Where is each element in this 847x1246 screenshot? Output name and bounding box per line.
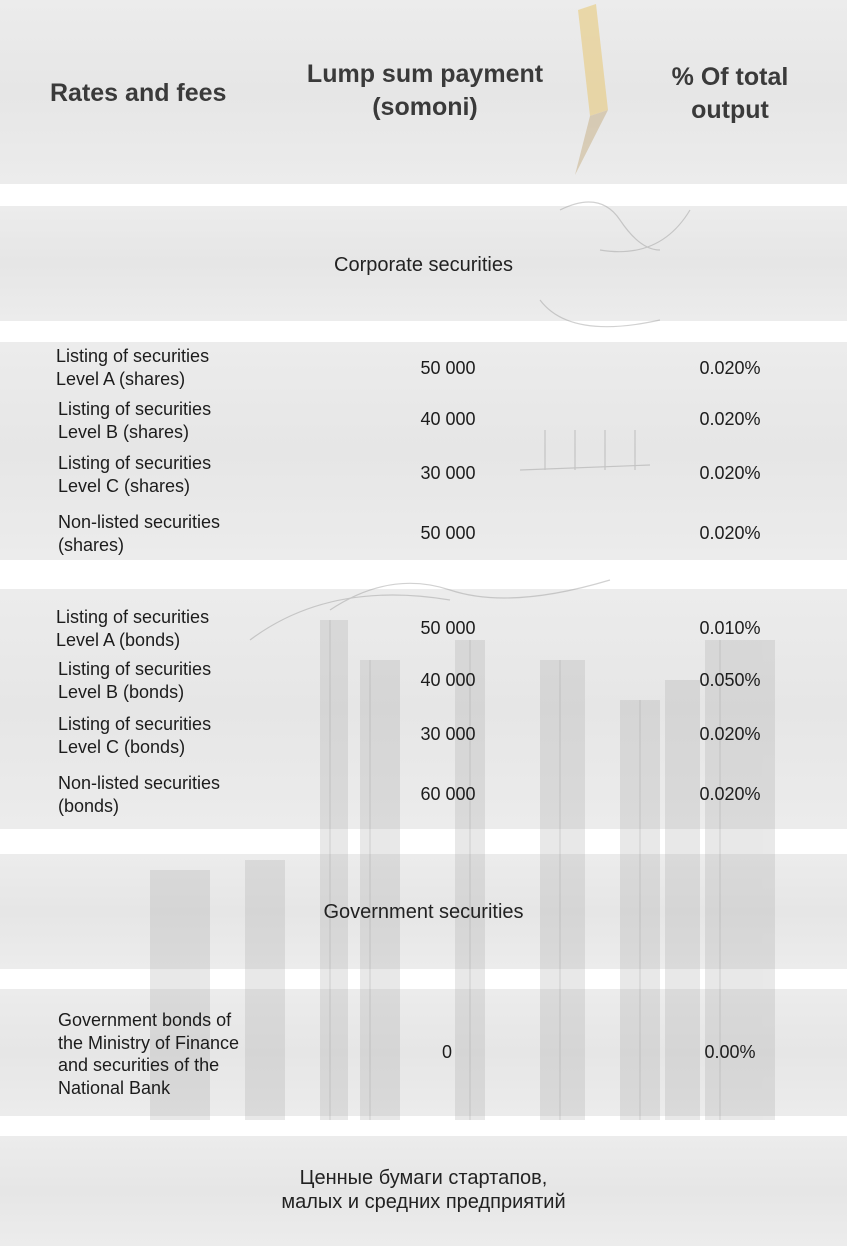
table-row-name	[56, 606, 209, 652]
section-title-startups-line2: малых и средних предприятий	[281, 1191, 566, 1213]
table-row-name	[58, 1009, 239, 1099]
row-name-line2: Level B (shares)	[58, 422, 190, 442]
row-name-line1: Listing of securities	[56, 607, 210, 627]
row-name-line1: Listing of securities	[58, 659, 212, 679]
table-row-name	[58, 658, 211, 704]
row-name-line2: the Ministry of Finance	[58, 1032, 240, 1053]
column-header-percent-output	[640, 61, 820, 127]
column-header-lump-sum-line1: Lump sum payment	[306, 60, 544, 88]
column-header-rates-and-fees: Rates and fees	[50, 79, 227, 107]
section-title-startups	[0, 1166, 847, 1214]
row-name-line2: Level C (bonds)	[58, 737, 186, 757]
section-title-startups-line1: Ценные бумаги стартапов,	[299, 1167, 548, 1189]
column-header-percent-line2: output	[691, 96, 769, 124]
table-cell-percent: 0.010%	[699, 618, 761, 638]
table-cell-percent: 0.020%	[699, 463, 761, 483]
table-cell-payment: 30 000	[420, 463, 476, 483]
row-name-line1: Non-listed securities	[58, 773, 221, 793]
row-name-line1: Government bonds of	[58, 1010, 232, 1030]
section-title-corporate: Corporate securities	[334, 254, 513, 276]
row-name-line2: Level C (shares)	[58, 476, 191, 496]
table-cell-percent: 0.020%	[699, 409, 761, 429]
table-cell-payment: 30 000	[420, 724, 476, 744]
table-cell-percent: 0.00%	[704, 1042, 756, 1062]
row-name-line1: Listing of securities	[58, 714, 212, 734]
table-row-name	[56, 345, 209, 391]
row-name-line1: Listing of securities	[58, 399, 212, 419]
table-cell-percent: 0.050%	[699, 670, 761, 690]
table-cell-percent: 0.020%	[699, 523, 761, 543]
table-cell-payment: 50 000	[420, 618, 476, 638]
row-name-line2: (bonds)	[58, 796, 120, 816]
table-cell-payment: 60 000	[420, 784, 476, 804]
table-cell-payment: 40 000	[420, 409, 476, 429]
column-header-lump-sum-payment	[280, 58, 570, 124]
table-cell-payment: 50 000	[420, 358, 476, 378]
table-cell-percent: 0.020%	[699, 784, 761, 804]
row-name-line2: (shares)	[58, 535, 125, 555]
table-cell-payment: 0	[441, 1042, 452, 1062]
row-name-line4: National Bank	[58, 1077, 171, 1098]
table-cell-percent: 0.020%	[699, 358, 761, 378]
table-row-name	[58, 398, 211, 444]
row-name-line2: Level A (shares)	[56, 369, 186, 389]
column-header-lump-sum-line2: (somoni)	[372, 93, 478, 121]
table-row-name	[58, 511, 220, 557]
table-row-name	[58, 713, 211, 759]
section-title-government: Government securities	[323, 901, 524, 923]
row-name-line1: Non-listed securities	[58, 512, 221, 532]
row-name-line1: Listing of securities	[58, 453, 212, 473]
row-name-line2: Level A (bonds)	[56, 630, 181, 650]
row-name-line2: Level B (bonds)	[58, 682, 185, 702]
table-cell-percent: 0.020%	[699, 724, 761, 744]
row-name-line3: and securities of the	[58, 1055, 220, 1075]
table-cell-payment: 40 000	[420, 670, 476, 690]
table-cell-payment: 50 000	[420, 523, 476, 543]
table-row-name	[58, 772, 220, 818]
column-header-percent-line1: % Of total	[671, 63, 789, 91]
table-row-name	[58, 452, 211, 498]
row-name-line1: Listing of securities	[56, 346, 210, 366]
